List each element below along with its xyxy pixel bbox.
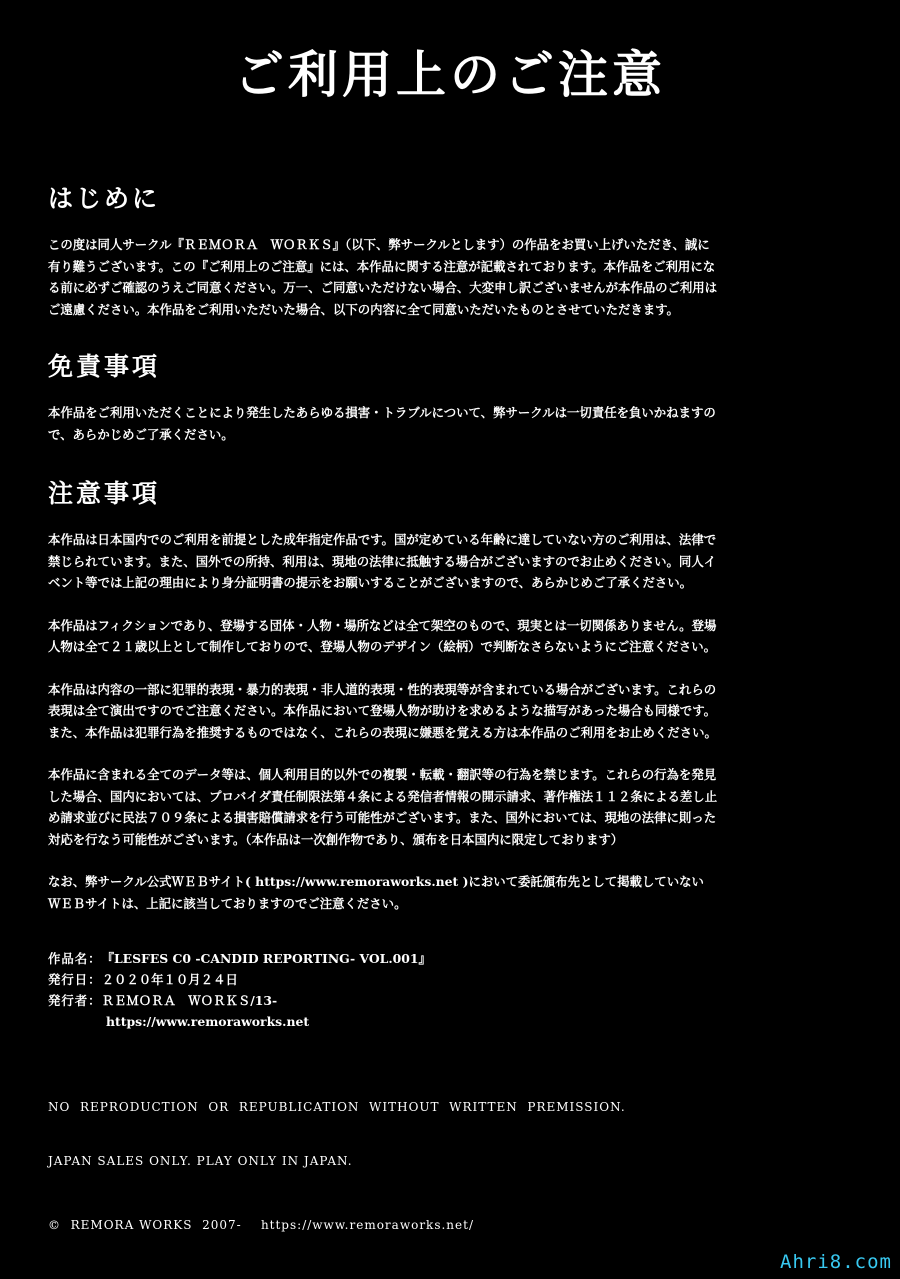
work-title-value: 『LESFES C0 -CANDID REPORTING- VOL.001』 <box>101 951 431 966</box>
sales-notice: JAPAN SALES ONLY. PLAY ONLY IN JAPAN. <box>48 1154 353 1168</box>
publisher-url: https://www.remoraworks.net <box>106 1014 310 1029</box>
publisher-value: ＲＥＭＯＲＡ ＷＯＲＫＳ/13- <box>101 993 278 1008</box>
colophon <box>48 948 748 1032</box>
section-heading-disclaimer: 免責事項 <box>48 352 161 381</box>
caution-paragraph-copyright: 本作品に含まれる全てのデータ等は、個人利用目的以外での複製・転載・翻訳等の行為を禁じます。これらの行為を発見 した場合、国内においては、プロバイダ責任制限法第４条による発信者情報の開示請求、著作権法１１２条による差し止 め請求並びに民法７０９条による損害賠償請求を行う可能性がございます。また、国外においては、現地の法律に則った 対応を行なう可能性がございます。（本作品は一次創作物であり、頒布を日本国内に限定しております） <box>48 767 718 847</box>
reproduction-notice: NO REPRODUCTION OR REPUBLICATION WITHOUT WRITTEN PREMISSION. <box>48 1100 626 1114</box>
section-caution <box>48 477 854 914</box>
colophon-url-row <box>48 1011 748 1032</box>
caution-paragraph-website: なお、弊サークル公式ＷＥＢサイト( https://www.remoraworks.net )において委託頒布先として掲載していない ＷＥＢサイトは、上記に該当しておりますのでご注意ください。 <box>48 874 704 911</box>
intro-paragraph: この度は同人サークル『ＲＥＭＯＲＡ ＷＯＲＫＳ』（以下、弊サークルとします）の作品をお買い上げいただき、誠に 有り難うございます。この『ご利用上のご注意』には、本作品に関する注意が記載されております。本作品をご利用にな る前に必ずご確認のうえご同意ください。万一、ご同意いただけない場合、大変申し訳ございませんが本作品のご利用は ご遠慮ください。本作品をご利用いただいた場合、以下の内容に全て同意いただいたものとさせていただきます。 <box>48 237 718 317</box>
colophon-publisher-row <box>48 990 748 1011</box>
issue-date-label: 発行日： <box>48 972 102 987</box>
page-title: ご利用上のご注意 <box>234 45 666 104</box>
caution-paragraph-fiction: 本作品はフィクションであり、登場する団体・人物・場所などは全て架空のもので、現実とは一切関係ありません。登場 人物は全て２１歳以上として制作しておりので、登場人物のデザイン（絵柄）で判断なさらないようにご注意ください。 <box>48 617 717 654</box>
section-disclaimer <box>48 350 854 445</box>
copyright-line: © REMORA WORKS 2007- https://www.remoraworks.net/ <box>48 1218 474 1232</box>
colophon-date-row <box>48 969 748 990</box>
disclaimer-paragraph: 本作品をご利用いただくことにより発生したあらゆる損害・トラブルについて、弊サークルは一切責任を負いかねますの で、あらかじめご了承ください。 <box>48 405 716 442</box>
copyright-block <box>48 1062 626 1252</box>
work-title-label: 作品名： <box>48 951 102 966</box>
section-heading-introduction: はじめに <box>48 184 161 213</box>
caution-paragraph-content: 本作品は内容の一部に犯罪的表現・暴力的表現・非人道的表現・性的表現等が含まれている場合がございます。これらの 表現は全て演出ですのでご注意ください。本作品において登場人物が助けを求めるような描写があった場合も同様です。 また、本作品は犯罪行為を推奨するものではなく、これらの表現に嫌悪を覚える方は本作品のご利用をお止めください。 <box>48 681 717 740</box>
section-heading-caution: 注意事項 <box>48 479 161 508</box>
publisher-label: 発行者： <box>48 993 102 1008</box>
watermark: Ahri8.com <box>780 1251 892 1273</box>
issue-date-value: ２０２０年１０月２４日 <box>101 972 238 987</box>
colophon-work-row <box>48 948 748 969</box>
section-introduction <box>48 182 854 320</box>
caution-paragraph-age: 本作品は日本国内でのご利用を前提とした成年指定作品です。国が定めている年齢に達していない方のご利用は、法律で 禁じられています。また、国外での所持、利用は、現地の法律に抵触する場合がございますのでお止めください。同人イ ベント等では上記の理由により身分証明書の提示をお願いすることがございますので、あらかじめご了承ください。 <box>48 532 717 590</box>
